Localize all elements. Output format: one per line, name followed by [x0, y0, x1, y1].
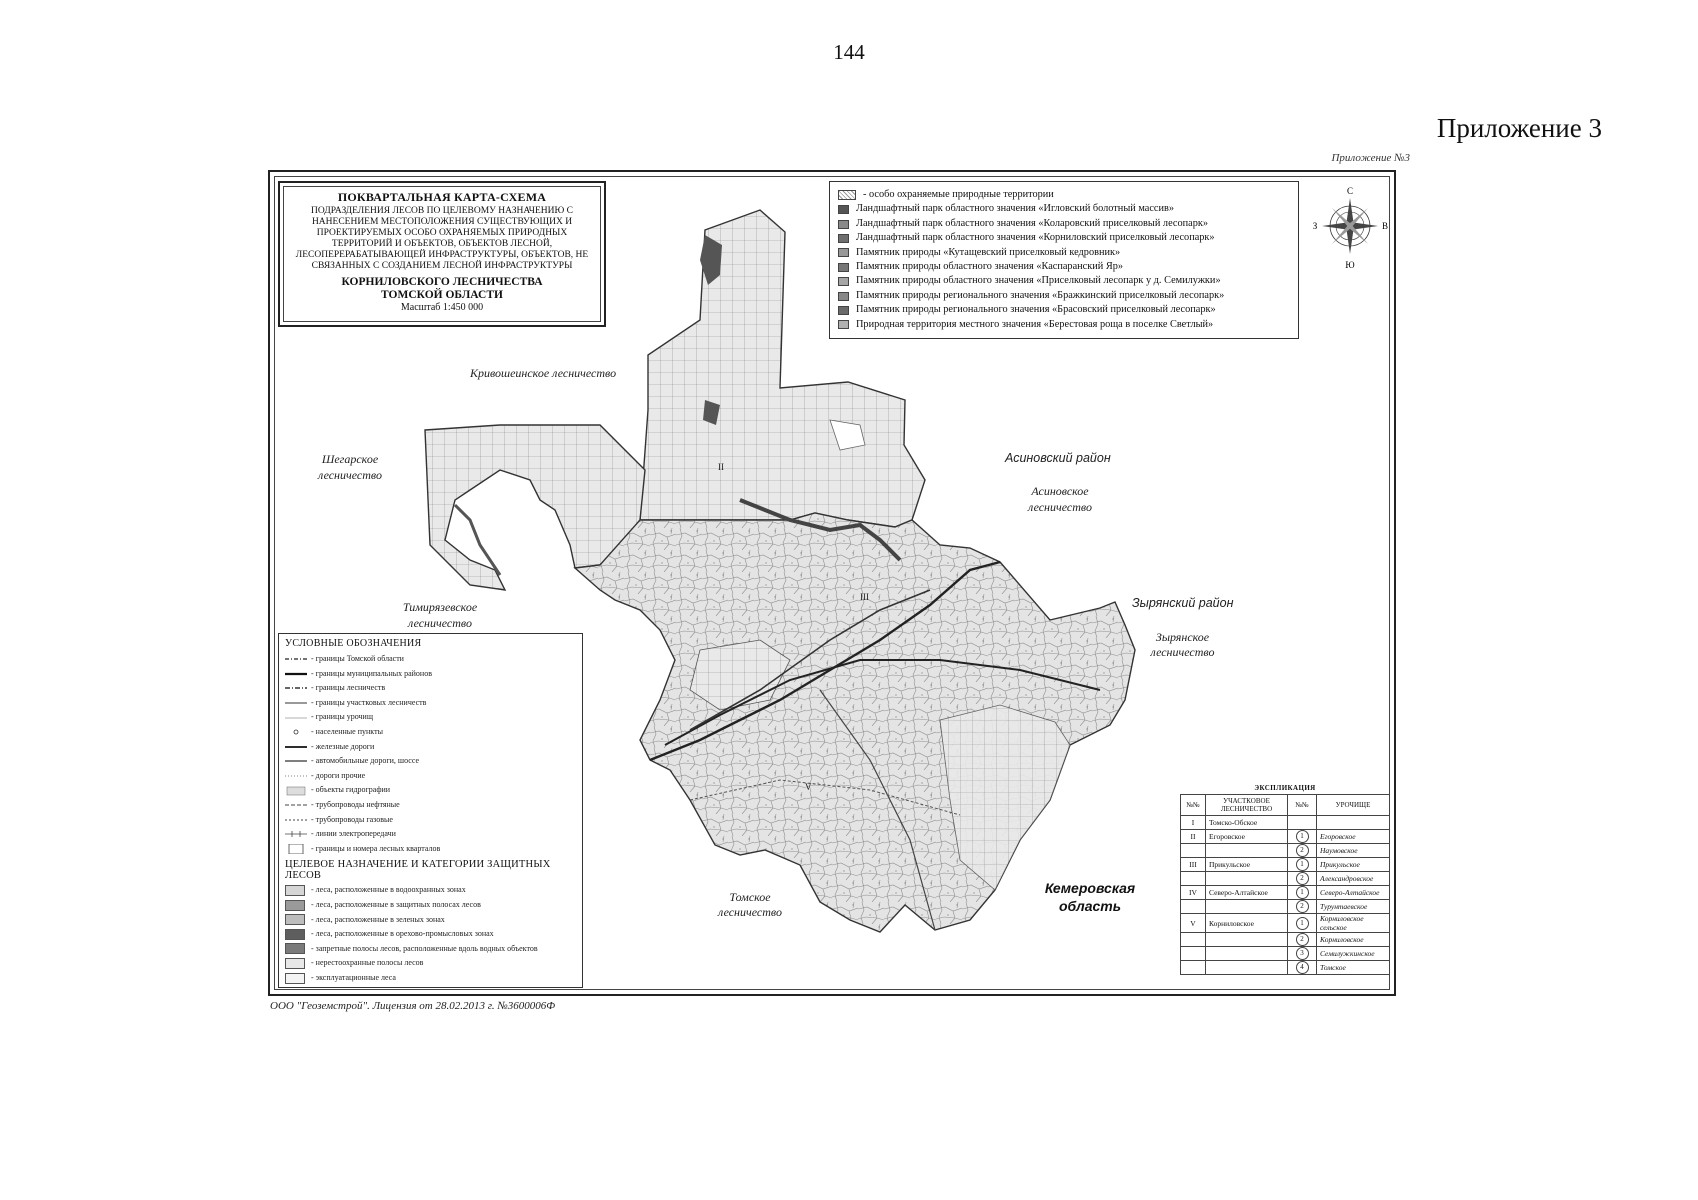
- explication-cell: [1206, 933, 1288, 947]
- protected-legend-label: Ландшафтный парк областного значения «Корниловский приселковый лесопарк»: [856, 232, 1215, 244]
- explication-title: ЭКСПЛИКАЦИЯ: [1254, 784, 1316, 792]
- label-timiryazevskoe-1: Тимирязевское: [402, 600, 478, 614]
- map-title-box: [278, 181, 606, 327]
- label-zyryansky-rayon: Зырянский район: [1132, 596, 1234, 610]
- legend-swatch: [285, 929, 305, 940]
- explication-cell: [1206, 872, 1288, 886]
- label-tomskoe-2: лесничество: [718, 905, 782, 919]
- explication-number: 4: [1296, 961, 1309, 974]
- legend-symbol-icon: [285, 815, 307, 825]
- compass-north: С: [1346, 186, 1354, 196]
- legend-label: - границы урочищ: [311, 712, 373, 722]
- protected-legend-item: [838, 231, 1290, 245]
- legend-item: [285, 842, 576, 857]
- explication-cell: II: [1181, 830, 1206, 844]
- protected-areas-legend: [829, 181, 1299, 339]
- legend-symbol-icon: [285, 727, 307, 737]
- legend-label: - границы муниципальных районов: [311, 668, 432, 678]
- explication-cell: [1288, 816, 1317, 830]
- explication-cell: [1181, 844, 1206, 858]
- label-shegarskoe-1: Шегарское: [321, 452, 379, 466]
- protected-legend-item: [838, 188, 1290, 202]
- explication-cell: Наумовское: [1317, 844, 1390, 858]
- protected-legend-label: Памятник природы областного значения «Приселковый лесопарк у д. Семилужки»: [856, 275, 1221, 287]
- explication-cell: [1288, 872, 1317, 886]
- explication-cell: Семилужкинское: [1317, 947, 1390, 961]
- legend-symbol-icon: [285, 786, 307, 796]
- legend-label: - автомобильные дороги, шоссе: [311, 756, 420, 766]
- label-shegarskoe-2: лесничество: [318, 468, 382, 482]
- explication-number: 1: [1296, 830, 1309, 843]
- legend-symbol-icon: [285, 683, 307, 693]
- appendix-title: Приложение 3: [1436, 113, 1602, 143]
- protected-legend-label: Памятник природы «Кутащевский приселковый кедровник»: [856, 246, 1121, 258]
- legend-label: - границы и номера лесных кварталов: [311, 843, 441, 853]
- legend-swatch: [285, 943, 305, 954]
- protected-legend-label: Памятник природы регионального значения «Бражкинский приселковый лесопарк»: [856, 289, 1225, 301]
- map-subtitle: ПОДРАЗДЕЛЕНИЯ ЛЕСОВ ПО ЦЕЛЕВОМУ НАЗНАЧЕНИЮ С НАНЕСЕНИЕМ МЕСТОПОЛОЖЕНИЯ СУЩЕСТВУЮЩИХ И ПРОЕКТИРУЕМЫХ ОСОБО ОХРАНЯЕМЫХ ПРИРОДНЫХ ТЕРРИТОРИЙ И ОБЪЕКТОВ, ОБЪЕКТОВ ЛЕСНОЙ, ЛЕСОПЕРЕРАБАТЫВАЮЩЕЙ ИНФРАСТРУКТУРЫ, ОБЪЕКТОВ, НЕ СВЯЗАННЫХ С СОЗДАНИЕМ ЛЕСНОЙ ИНФРАСТРУКТУРЫ: [295, 206, 589, 271]
- protected-legend-item: [838, 217, 1290, 231]
- legend-swatch: [838, 320, 849, 329]
- legend-category-label: - нерестоохранные полосы лесов: [311, 958, 424, 968]
- explication-header-cell: УЧАСТКОВОЕ ЛЕСНИЧЕСТВО: [1206, 795, 1288, 816]
- explication-table: [1180, 794, 1390, 975]
- legend-item: [285, 740, 576, 755]
- explication-cell: [1181, 933, 1206, 947]
- explication-row: [1181, 933, 1390, 947]
- map-title: ПОКВАРТАЛЬНАЯ КАРТА-СХЕМА: [337, 190, 547, 204]
- compass-west: З: [1312, 221, 1318, 231]
- protected-legend-label: Памятник природы регионального значения «Брасовский приселковый лесопарк»: [856, 304, 1216, 316]
- compass-south: Ю: [1345, 260, 1355, 270]
- protected-legend-item: [838, 303, 1290, 317]
- explication-cell: Томско-Обское: [1206, 816, 1288, 830]
- legend-item: [285, 754, 576, 769]
- legend-symbol-icon: [285, 654, 307, 664]
- legend-label: - трубопроводы нефтяные: [311, 799, 400, 809]
- explication-header-cell: УРОЧИЩЕ: [1317, 795, 1390, 816]
- legend-label: - трубопроводы газовые: [311, 814, 393, 824]
- label-kemerovo-2: область: [1058, 898, 1122, 914]
- protected-legend-item: [838, 274, 1290, 288]
- legend-symbol-icon: [285, 742, 307, 752]
- compass-rose-icon: [1310, 184, 1390, 270]
- label-asinovskoe-1: Асиновское: [1031, 484, 1089, 498]
- explication-number: 3: [1296, 947, 1309, 960]
- explication-number: 1: [1296, 917, 1309, 930]
- legend-category-item: [285, 956, 576, 971]
- page-number: 144: [833, 40, 865, 64]
- explication-cell: [1206, 947, 1288, 961]
- protected-legend-item: [838, 202, 1290, 216]
- explication-cell: Егоровское: [1206, 830, 1288, 844]
- explication-cell: [1288, 961, 1317, 975]
- map-scale: Масштаб 1:450 000: [400, 302, 484, 313]
- legend-item: [285, 696, 576, 711]
- legend-swatch: [285, 958, 305, 969]
- explication-cell: Корниловское: [1317, 933, 1390, 947]
- label-timiryazevskoe-2: лесничество: [408, 616, 472, 630]
- explication-row: [1181, 830, 1390, 844]
- explication-cell: Томское: [1317, 961, 1390, 975]
- legend-swatch: [838, 190, 856, 200]
- explication-cell: Александровское: [1317, 872, 1390, 886]
- explication-cell: [1206, 844, 1288, 858]
- legend-swatch: [838, 248, 849, 257]
- legend-item: [285, 652, 576, 667]
- explication-number: 1: [1296, 858, 1309, 871]
- label-asinovskoe-2: лесничество: [1028, 500, 1092, 514]
- legend-symbol-icon: [285, 713, 307, 723]
- explication-header-row: [1181, 795, 1390, 816]
- legend-category-label: - эксплуатационные леса: [311, 972, 396, 982]
- legend-swatch: [285, 914, 305, 925]
- explication-cell: [1181, 961, 1206, 975]
- explication-cell: [1181, 947, 1206, 961]
- explication-cell: III: [1181, 858, 1206, 872]
- explication-cell: [1288, 886, 1317, 900]
- legend-category-item: [285, 883, 576, 898]
- legend-swatch: [838, 306, 849, 315]
- legend-item: [285, 725, 576, 740]
- map-marker-v: V: [805, 782, 812, 792]
- protected-legend-label: Памятник природы областного значения «Каспаранский Яр»: [856, 261, 1123, 273]
- forestry-name-line1: КОРНИЛОВСКОГО ЛЕСНИЧЕСТВА: [341, 276, 543, 288]
- explication-row: [1181, 816, 1390, 830]
- explication-cell: [1288, 900, 1317, 914]
- map-marker-ii: II: [718, 462, 724, 472]
- explication-header-cell: №№: [1288, 795, 1317, 816]
- legend-category-item: [285, 898, 576, 913]
- label-asinovsky-rayon: Асиновский район: [1005, 451, 1111, 465]
- legend-category-item: [285, 942, 576, 957]
- legend-item: [285, 681, 576, 696]
- legend-item: [285, 827, 576, 842]
- explication-row: [1181, 858, 1390, 872]
- footer-license: ООО "Геоземстрой". Лицензия от 28.02.2013 г. №3600006Ф: [270, 1000, 556, 1012]
- legend-item: [285, 769, 576, 784]
- explication-cell: Прикульское: [1317, 858, 1390, 872]
- legend-item: [285, 667, 576, 682]
- explication-number: 2: [1296, 844, 1309, 857]
- legend-swatch: [838, 292, 849, 301]
- explication-number: 1: [1296, 886, 1309, 899]
- protected-legend-label: Ландшафтный парк областного значения «Коларовский приселковый лесопарк»: [856, 217, 1208, 229]
- explication-cell: V: [1181, 914, 1206, 933]
- label-krivosheinskoe: Кривошеинское лесничество: [470, 366, 617, 380]
- legend-swatch: [838, 234, 849, 243]
- explication-cell: [1181, 900, 1206, 914]
- explication-cell: [1206, 900, 1288, 914]
- protected-legend-item: [838, 289, 1290, 303]
- legend-item: [285, 783, 576, 798]
- legend-label: - границы лесничеств: [311, 683, 386, 693]
- explication-cell: Корниловское сельское: [1317, 914, 1390, 933]
- protected-legend-label: Природная территория местного значения «Берестовая роща в поселке Светлый»: [856, 318, 1214, 330]
- legend-category-item: [285, 971, 576, 986]
- forestry-name-line2: ТОМСКОЙ ОБЛАСТИ: [381, 289, 503, 301]
- label-zyryanskoe-1: Зырянское: [1155, 630, 1210, 644]
- legend-swatch: [838, 263, 849, 272]
- legend-category-item: [285, 913, 576, 928]
- legend-item: [285, 798, 576, 813]
- explication-number: 2: [1296, 872, 1309, 885]
- legend-label: - населенные пункты: [311, 726, 383, 736]
- map-legend: [278, 633, 583, 988]
- legend-category-label: - леса, расположенные в орехово-промысловых зонах: [311, 929, 494, 939]
- label-tomskoe-1: Томское: [729, 890, 771, 904]
- protected-legend-item: [838, 246, 1290, 260]
- explication-cell: Северо-Алтайское: [1206, 886, 1288, 900]
- legend-label: - границы Томской области: [311, 654, 404, 663]
- explication-row: [1181, 844, 1390, 858]
- appendix-small-label: Приложение №3: [1331, 152, 1410, 164]
- legend-symbol-icon: [285, 771, 307, 781]
- explication-number: 2: [1296, 933, 1309, 946]
- explication-cell: [1206, 961, 1288, 975]
- legend-category-label: - леса, расположенные в зеленых зонах: [311, 914, 445, 924]
- legend-heading-categories: ЦЕЛЕВОЕ НАЗНАЧЕНИЕ И КАТЕГОРИИ ЗАЩИТНЫХ ЛЕСОВ: [285, 859, 551, 882]
- legend-label: - дороги прочие: [311, 770, 366, 780]
- legend-swatch: [285, 885, 305, 896]
- protected-legend-item: [838, 318, 1290, 332]
- explication-cell: I: [1181, 816, 1206, 830]
- protected-legend-label: Ландшафтный парк областного значения «Игловский болотный массив»: [856, 203, 1175, 215]
- legend-category-item: [285, 927, 576, 942]
- legend-item: [285, 710, 576, 725]
- legend-label: - объекты гидрографии: [311, 785, 391, 795]
- compass-east: В: [1381, 221, 1389, 231]
- legend-swatch: [285, 900, 305, 911]
- explication-header-cell: №№: [1181, 795, 1206, 816]
- explication-cell: [1288, 858, 1317, 872]
- protected-legend-item: [838, 260, 1290, 274]
- explication-cell: IV: [1181, 886, 1206, 900]
- explication-cell: Северо-Алтайское: [1317, 886, 1390, 900]
- map-marker-iii: III: [860, 592, 869, 602]
- legend-label: - железные дороги: [311, 741, 375, 751]
- explication-cell: [1288, 830, 1317, 844]
- label-zyryanskoe-2: лесничество: [1150, 645, 1215, 659]
- legend-swatch: [838, 220, 849, 229]
- explication-cell: [1288, 947, 1317, 961]
- explication-row: [1181, 961, 1390, 975]
- explication-row: [1181, 900, 1390, 914]
- explication-cell: Прикульское: [1206, 858, 1288, 872]
- explication-cell: [1181, 872, 1206, 886]
- legend-symbol-icon: [285, 800, 307, 810]
- explication-cell: Егоровское: [1317, 830, 1390, 844]
- legend-heading: УСЛОВНЫЕ ОБОЗНАЧЕНИЯ: [285, 638, 422, 649]
- protected-legend-label: - особо охраняемые природные территории: [863, 189, 1054, 200]
- legend-swatch: [838, 205, 849, 214]
- legend-symbol-icon: [285, 669, 307, 679]
- label-kemerovo-1: Кемеровская: [1044, 880, 1136, 896]
- explication-cell: [1288, 933, 1317, 947]
- explication-row: [1181, 886, 1390, 900]
- explication-cell: Турунтаевское: [1317, 900, 1390, 914]
- explication-cell: [1317, 816, 1390, 830]
- explication-cell: Корниловское: [1206, 914, 1288, 933]
- explication-row: [1181, 914, 1390, 933]
- explication-cell: [1288, 844, 1317, 858]
- legend-category-label: - запретные полосы лесов, расположенные вдоль водных объектов: [311, 943, 538, 953]
- explication-number: 2: [1296, 900, 1309, 913]
- legend-category-label: - леса, расположенные в водоохранных зонах: [311, 885, 466, 895]
- legend-item: [285, 813, 576, 828]
- explication-row: [1181, 872, 1390, 886]
- legend-symbol-icon: [285, 844, 307, 854]
- explication-row: [1181, 947, 1390, 961]
- legend-swatch: [838, 277, 849, 286]
- legend-label: - линии электропередачи: [311, 829, 396, 839]
- legend-symbol-icon: [285, 829, 307, 839]
- legend-label: - границы участковых лесничеств: [311, 697, 427, 707]
- explication-cell: [1288, 914, 1317, 933]
- legend-symbol-icon: [285, 698, 307, 708]
- legend-category-label: - леса, расположенные в защитных полосах лесов: [311, 899, 481, 909]
- legend-symbol-icon: [285, 756, 307, 766]
- legend-swatch: [285, 973, 305, 984]
